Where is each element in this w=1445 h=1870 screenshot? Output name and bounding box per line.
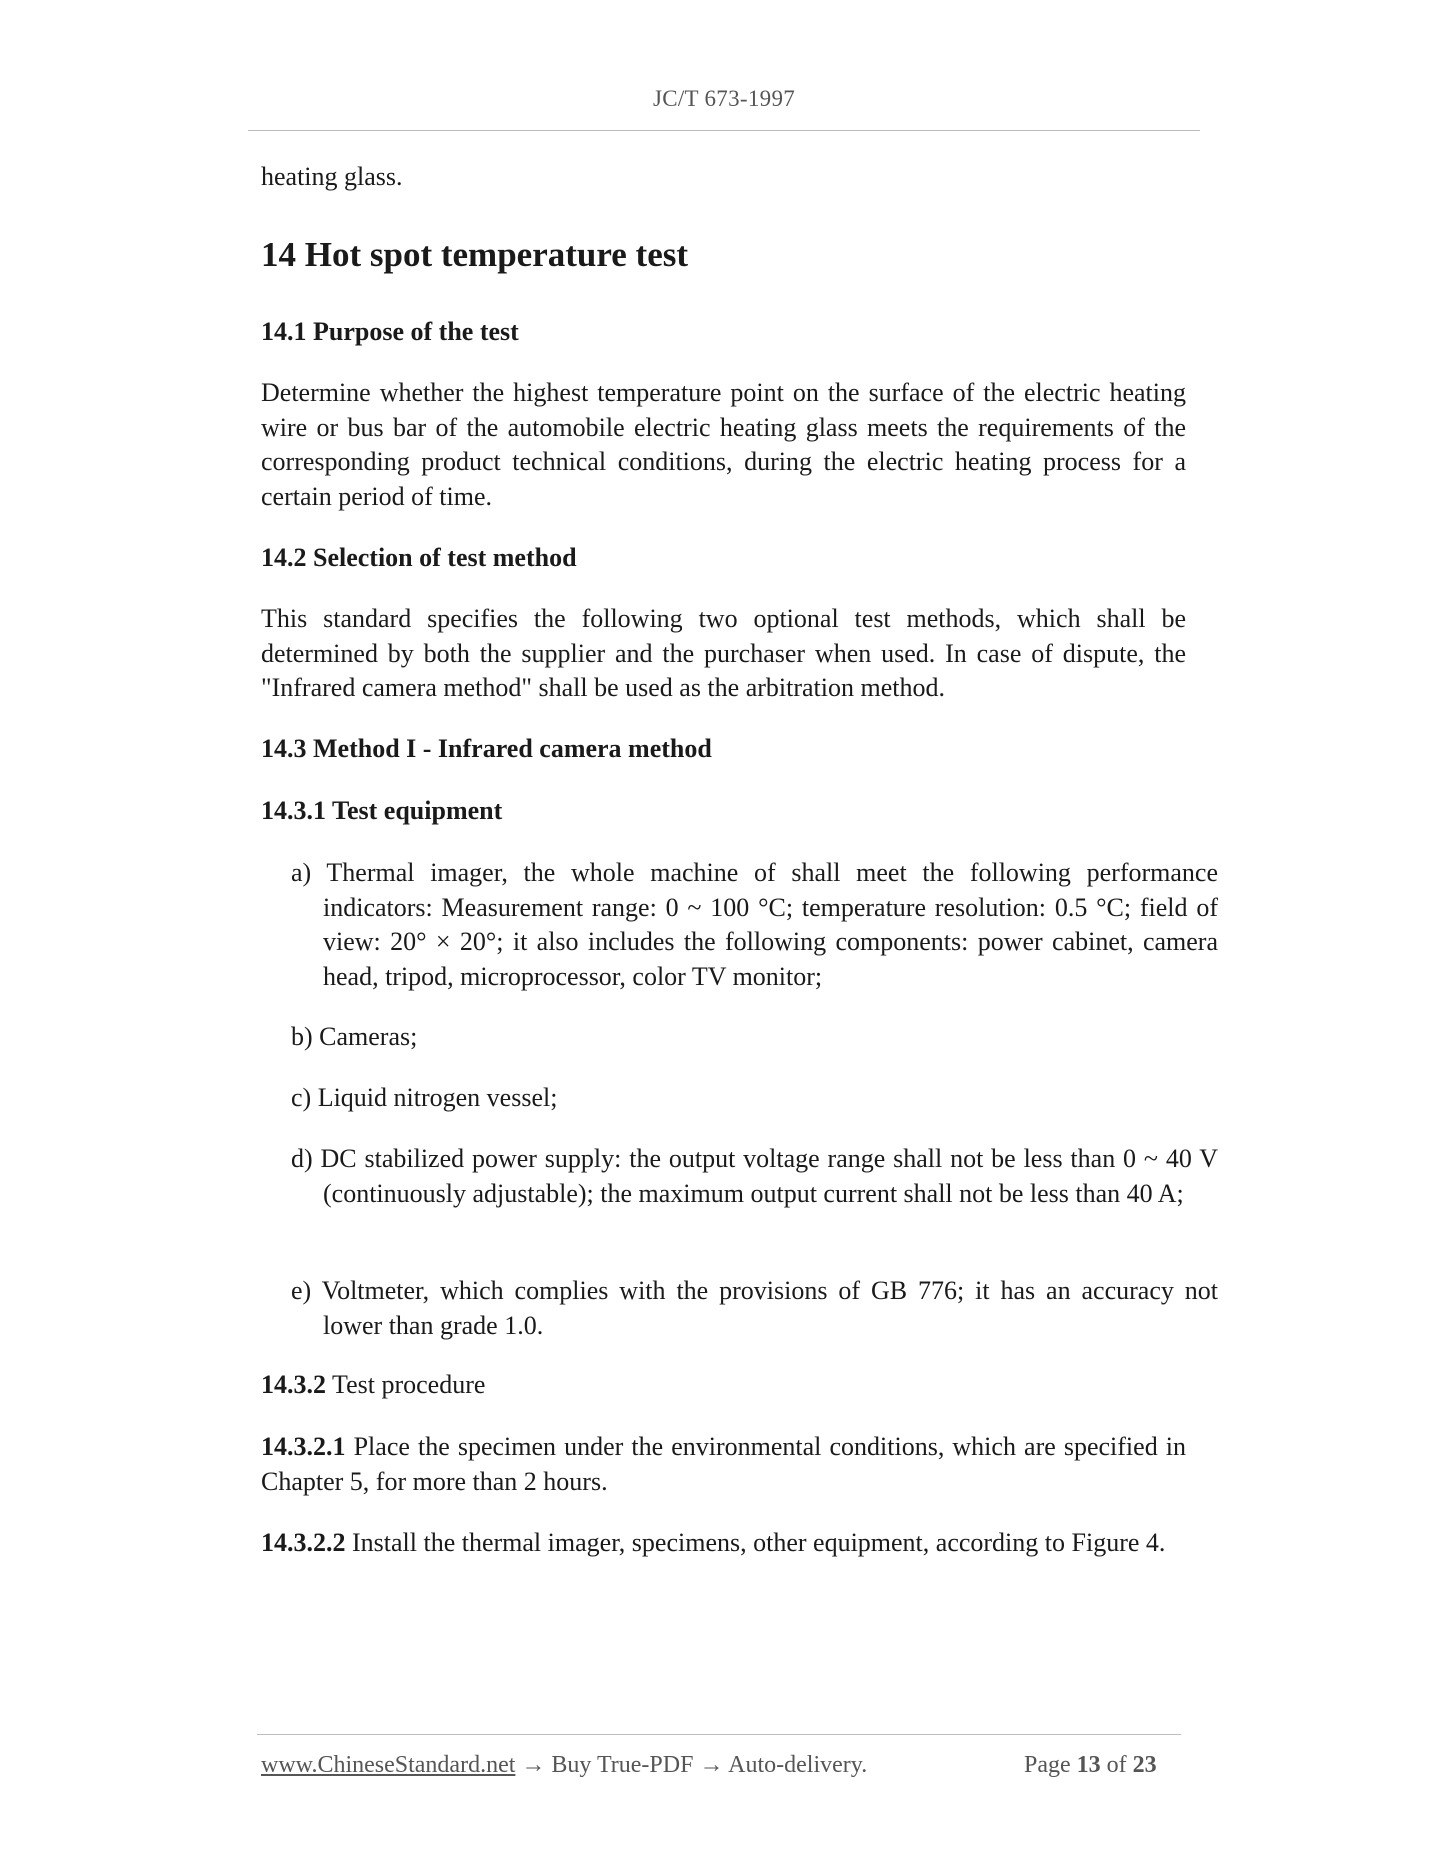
total-pages: 23 [1132, 1752, 1157, 1778]
clause-number: 14.3.2 [261, 1370, 326, 1399]
site-link[interactable]: www.ChineseStandard.net [261, 1752, 516, 1778]
of-label: of [1106, 1752, 1127, 1778]
paragraph-14-3-2-2 [261, 1526, 1186, 1561]
list-item-a: a) Thermal imager, the whole machine of shall meet the following performance indicators: Measurement range: 0 ~ 100 °C; temperature resolution: 0.5 °C; field of view: 20° × 20°; it also includes the following components: power cabinet, camera head, tripod, microprocessor, color TV monitor; [291, 858, 1218, 991]
running-header: JC/T 673-1997 [652, 86, 796, 111]
clause-number: 14.3.2.2 [261, 1528, 346, 1557]
section-14-title: 14 Hot spot temperature test [261, 235, 689, 274]
page-number: 13 [1076, 1752, 1101, 1778]
continuation-text: heating glass. [261, 162, 403, 191]
arrow-icon: → [699, 1752, 724, 1778]
page-label: Page [1024, 1752, 1071, 1778]
clause-text: Install the thermal imager, specimens, other equipment, according to Figure 4. [352, 1528, 1166, 1557]
heading-14-1: 14.1 Purpose of the test [261, 317, 519, 346]
paragraph-14-3-2 [261, 1368, 1186, 1403]
page-indicator [1024, 1752, 1157, 1779]
heading-14-3: 14.3 Method I - Infrared camera method [261, 734, 712, 763]
clause-number: 14.3.2.1 [261, 1432, 346, 1461]
delivery-text: Auto-delivery. [728, 1752, 868, 1778]
footer-promo [261, 1752, 867, 1779]
buy-text: Buy True-PDF [551, 1752, 694, 1778]
header-divider [248, 130, 1200, 131]
list-item-c: c) Liquid nitrogen vessel; [291, 1083, 558, 1112]
paragraph-14-3-2-1 [261, 1430, 1186, 1499]
footer-divider [257, 1734, 1181, 1735]
list-item-d: d) DC stabilized power supply: the output voltage range shall not be less than 0 ~ 40 V (continuously adjustable); the maximum output current shall not be less than 40 A; [291, 1144, 1218, 1208]
clause-text: Place the specimen under the environmental conditions, which are specified in Chapter 5, for more than 2 hours. [261, 1432, 1187, 1496]
heading-14-2: 14.2 Selection of test method [261, 543, 577, 572]
paragraph-14-2: This standard specifies the following two optional test methods, which shall be determined by both the supplier and the purchaser when used. In case of dispute, the "Infrared camera method" shall be used as the arbitration method. [261, 604, 1186, 703]
heading-14-3-1: 14.3.1 Test equipment [261, 796, 503, 825]
clause-title: Test procedure [332, 1370, 486, 1399]
list-item-e: e) Voltmeter, which complies with the provisions of GB 776; it has an accuracy not lower than grade 1.0. [291, 1276, 1218, 1340]
paragraph-14-1: Determine whether the highest temperature point on the surface of the electric heating wire or bus bar of the automobile electric heating glass meets the requirements of the corresponding product technical conditions, during the electric heating process for a certain period of time. [261, 378, 1186, 511]
arrow-icon: → [521, 1752, 546, 1778]
list-item-b: b) Cameras; [291, 1022, 418, 1051]
